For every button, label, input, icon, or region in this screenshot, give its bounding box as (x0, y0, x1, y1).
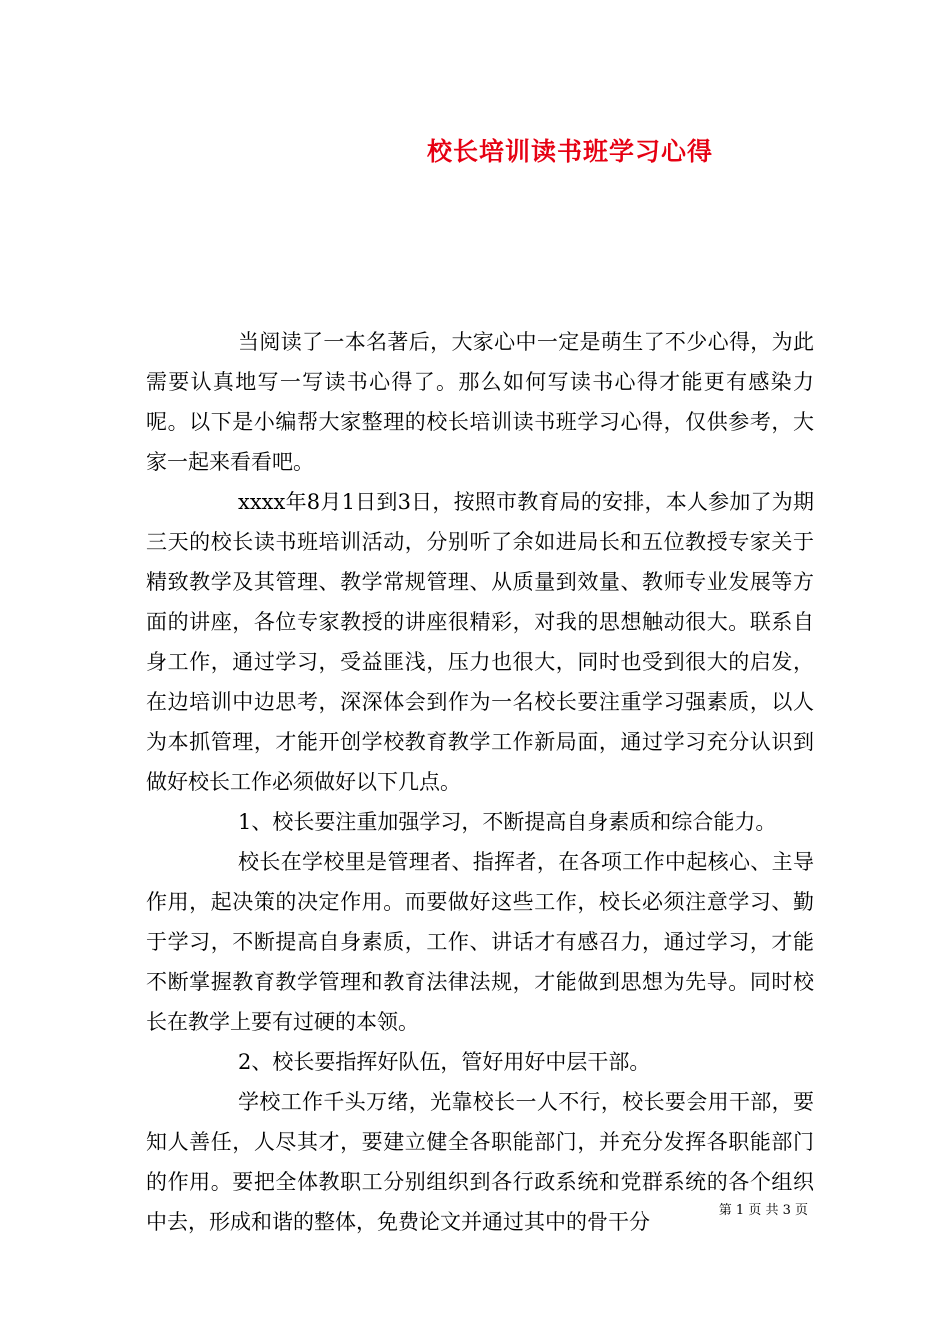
document-body (146, 322, 814, 1242)
section-heading: 2、校长要指挥好队伍，管好用好中层干部。 (238, 1050, 651, 1074)
document-title: 校长培训读书班学习心得 (426, 137, 713, 166)
page-number-footer: 第 1 页 共 3 页 (718, 1203, 808, 1218)
paragraph: 校长在学校里是管理者、指挥者，在各项工作中起核心、主导作用，起决策的决定作用。而要做好这些工作，校长必须注意学习、勤于学习，不断提高自身素质，工作、讲话才有感召力，通过学习，才能不断掌握教育教学管理和教育法律法规，才能做到思想为先导。同时校长在教学上要有过硬的本领。 (146, 850, 814, 1034)
paragraph: xxxx年8月1日到3日，按照市教育局的安排，本人参加了为期三天的校长读书班培训活动，分别听了余如进局长和五位教授专家关于精致教学及其管理、教学常规管理、从质量到效量、教师专业发展等方面的讲座，各位专家教授的讲座很精彩，对我的思想触动很大。联系自身工作，通过学习，受益匪浅，压力也很大，同时也受到很大的启发，在边培训中边思考，深深体会到作为一名校长要注重学习强素质，以人为本抓管理，才能开创学校教育教学工作新局面，通过学习充分认识到做好校长工作必须做好以下几点。 (146, 490, 814, 794)
paragraph: 当阅读了一本名著后，大家心中一定是萌生了不少心得，为此需要认真地写一写读书心得了。那么如何写读书心得才能更有感染力呢。以下是小编帮大家整理的校长培训读书班学习心得，仅供参考，大家一起来看看吧。 (146, 330, 814, 474)
paragraph: 学校工作千头万绪，光靠校长一人不行，校长要会用干部，要知人善任，人尽其才，要建立健全各职能部门，并充分发挥各职能部门的作用。要把全体教职工分别组织到各行政系统和党群系统的各个组织中去，形成和谐的整体，免费论文并通过其中的骨干分 (146, 1090, 814, 1234)
section-heading: 1、校长要注重加强学习，不断提高自身素质和综合能力。 (238, 810, 777, 834)
